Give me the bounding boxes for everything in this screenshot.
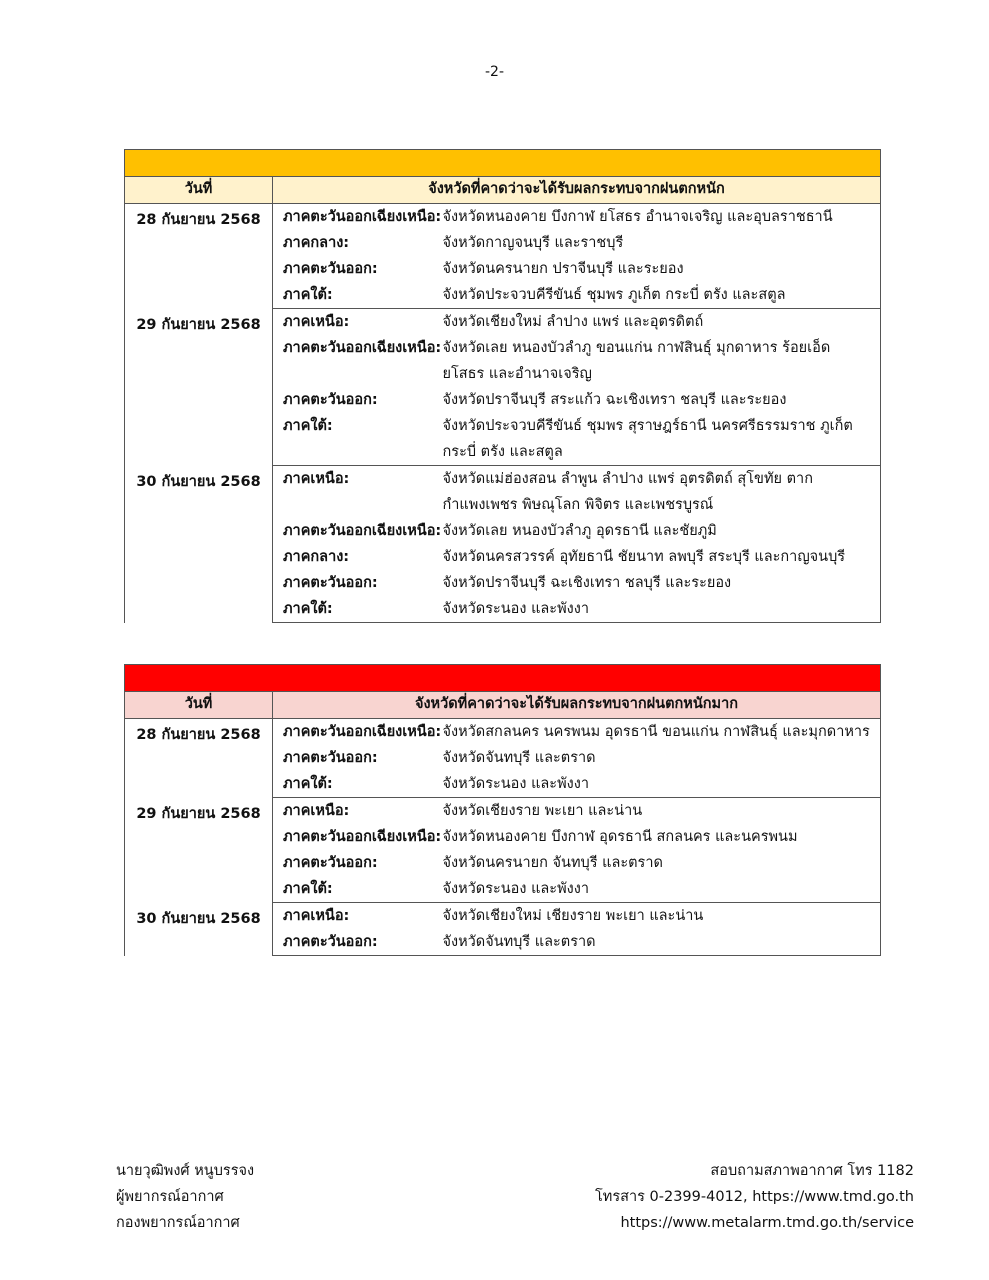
region-label: ภาคตะวันออก: — [283, 575, 378, 591]
date-cell: 28 กันยายน 2568 — [125, 719, 273, 798]
province-line: จังหวัดเลย หนองบัวลำภู ขอนแก่น กาฬสินธุ์ มุกดาหาร ร้อยเอ็ด — [442, 340, 831, 356]
region-label: ภาคตะวันออก: — [283, 855, 378, 871]
table-header-row — [125, 692, 881, 719]
forecaster-name: นายวุฒิพงศ์ หนูบรรจง — [116, 1163, 255, 1179]
region-label: ภาคใต้: — [273, 413, 443, 466]
region-label: ภาคใต้: — [273, 876, 443, 903]
region-label: ภาคเหนือ: — [283, 471, 350, 487]
province-list — [443, 387, 881, 413]
province-list — [443, 282, 881, 309]
province-line: จังหวัดเชียงราย พะเยา และน่าน — [442, 803, 643, 819]
region-label: ภาคใต้: — [273, 771, 443, 798]
very-heavy-rain-table — [124, 664, 881, 956]
date-cell: 30 กันยายน 2568 — [125, 466, 273, 623]
province-line: จังหวัดปราจีนบุรี ฉะเชิงเทรา ชลบุรี และระยอง — [442, 575, 732, 591]
table-header-row — [125, 177, 881, 204]
region-label: ภาคตะวันออกเฉียงเหนือ: — [283, 724, 442, 740]
region-label: ภาคตะวันออก: — [283, 750, 378, 766]
province-list — [443, 518, 881, 544]
forecaster-division: กองพยากรณ์อากาศ — [116, 1215, 240, 1231]
region-label: ภาคใต้: — [273, 282, 443, 309]
province-line: กระบี่ ตรัง และสตูล — [442, 444, 563, 460]
region-label: ภาคเหนือ: — [283, 314, 350, 330]
contact-fax-website: โทรสาร 0-2399-4012, https://www.tmd.go.th — [595, 1189, 914, 1205]
province-line: จังหวัดกาญจนบุรี และราชบุรี — [442, 235, 624, 251]
region-label: ภาคตะวันออก: — [283, 392, 378, 408]
page-number: -2- — [484, 64, 504, 80]
province-line: จังหวัดหนองคาย บึงกาฬ ยโสธร อำนาจเจริญ และอุบลราชธานี — [442, 209, 833, 225]
province-list — [443, 719, 881, 746]
severity-color-bar — [125, 665, 881, 692]
province-list — [443, 544, 881, 570]
province-line: ยโสธร และอำนาจเจริญ — [442, 366, 592, 382]
province-list — [443, 256, 881, 282]
province-line: จังหวัดระนอง และพังงา — [442, 776, 589, 792]
province-line: จังหวัดระนอง และพังงา — [442, 601, 589, 617]
region-label: ภาคตะวันออกเฉียงเหนือ: — [283, 340, 442, 356]
province-list — [443, 204, 881, 231]
province-list — [443, 335, 881, 387]
province-list — [443, 798, 881, 825]
provinces-column-header: จังหวัดที่คาดว่าจะได้รับผลกระทบจากฝนตกหนัก — [273, 177, 881, 204]
province-line: จังหวัดนครนายก ปราจีนบุรี และระยอง — [442, 261, 684, 277]
heavy-rain-table — [124, 149, 881, 623]
severity-color-bar — [125, 150, 881, 177]
region-label: ภาคตะวันออกเฉียงเหนือ: — [283, 523, 442, 539]
table-body — [125, 150, 881, 623]
table-row — [125, 798, 881, 825]
date-column-header: วันที่ — [125, 177, 273, 204]
province-list — [443, 570, 881, 596]
province-list — [443, 876, 881, 903]
province-line: จังหวัดประจวบคีรีขันธ์ ชุมพร สุราษฎร์ธานี นครศรีธรรมราช ภูเก็ต — [442, 418, 853, 434]
province-list — [443, 309, 881, 336]
date-cell: 29 กันยายน 2568 — [125, 798, 273, 903]
contact-service-url: https://www.metalarm.tmd.go.th/service — [620, 1215, 914, 1231]
table-row — [125, 903, 881, 930]
table-body — [125, 665, 881, 956]
date-cell: 28 กันยายน 2568 — [125, 204, 273, 309]
forecaster-position: ผู้พยากรณ์อากาศ — [116, 1189, 224, 1205]
region-label: ภาคตะวันออกเฉียงเหนือ: — [283, 209, 442, 225]
table-row — [125, 466, 881, 519]
date-cell: 30 กันยายน 2568 — [125, 903, 273, 956]
date-cell: 29 กันยายน 2568 — [125, 309, 273, 466]
province-line: จังหวัดแม่ฮ่องสอน ลำพูน ลำปาง แพร่ อุตรดิตถ์ สุโขทัย ตาก — [442, 471, 813, 487]
province-list — [443, 413, 881, 466]
provinces-column-header: จังหวัดที่คาดว่าจะได้รับผลกระทบจากฝนตกหนักมาก — [273, 692, 881, 719]
forecaster-signature — [116, 1158, 254, 1236]
province-line: จังหวัดจันทบุรี และตราด — [442, 750, 596, 766]
region-label: ภาคตะวันออก: — [283, 261, 378, 277]
severity-band — [125, 150, 881, 177]
region-label: ภาคตะวันออกเฉียงเหนือ: — [283, 829, 442, 845]
region-label: ภาคกลาง: — [283, 235, 350, 251]
province-line: จังหวัดนครสวรรค์ อุทัยธานี ชัยนาท ลพบุรี สระบุรี และกาญจนบุรี — [442, 549, 846, 565]
province-list — [443, 745, 881, 771]
province-line: จังหวัดระนอง และพังงา — [442, 881, 589, 897]
table-row — [125, 309, 881, 336]
region-label: ภาคกลาง: — [283, 549, 350, 565]
province-line: จังหวัดจันทบุรี และตราด — [442, 934, 596, 950]
province-line: จังหวัดหนองคาย บึงกาฬ อุดรธานี สกลนคร และนครพนม — [442, 829, 798, 845]
province-line: จังหวัดปราจีนบุรี สระแก้ว ฉะเชิงเทรา ชลบุรี และระยอง — [442, 392, 787, 408]
province-list — [443, 466, 881, 519]
province-line: จังหวัดสกลนคร นครพนม อุดรธานี ขอนแก่น กาฬสินธุ์ และมุกดาหาร — [442, 724, 870, 740]
table-row — [125, 719, 881, 746]
region-label: ภาคใต้: — [273, 596, 443, 623]
region-label: ภาคเหนือ: — [283, 803, 350, 819]
province-list — [443, 230, 881, 256]
province-line: จังหวัดประจวบคีรีขันธ์ ชุมพร ภูเก็ต กระบี่ ตรัง และสตูล — [442, 287, 786, 303]
province-list — [443, 903, 881, 930]
contact-info — [595, 1158, 914, 1236]
table-row — [125, 204, 881, 231]
province-list — [443, 929, 881, 956]
province-list — [443, 824, 881, 850]
province-line: กำแพงเพชร พิษณุโลก พิจิตร และเพชรบูรณ์ — [442, 497, 714, 513]
province-line: จังหวัดนครนายก จันทบุรี และตราด — [442, 855, 663, 871]
province-list — [443, 771, 881, 798]
region-label: ภาคเหนือ: — [283, 908, 350, 924]
province-list — [443, 596, 881, 623]
province-line: จังหวัดเชียงใหม่ ลำปาง แพร่ และอุตรดิตถ์ — [442, 314, 704, 330]
contact-phone: สอบถามสภาพอากาศ โทร 1182 — [710, 1163, 914, 1179]
province-line: จังหวัดเลย หนองบัวลำภู อุดรธานี และชัยภูมิ — [442, 523, 717, 539]
date-column-header: วันที่ — [125, 692, 273, 719]
province-line: จังหวัดเชียงใหม่ เชียงราย พะเยา และน่าน — [442, 908, 704, 924]
severity-band — [125, 665, 881, 692]
province-list — [443, 850, 881, 876]
region-label: ภาคตะวันออก: — [273, 929, 443, 956]
